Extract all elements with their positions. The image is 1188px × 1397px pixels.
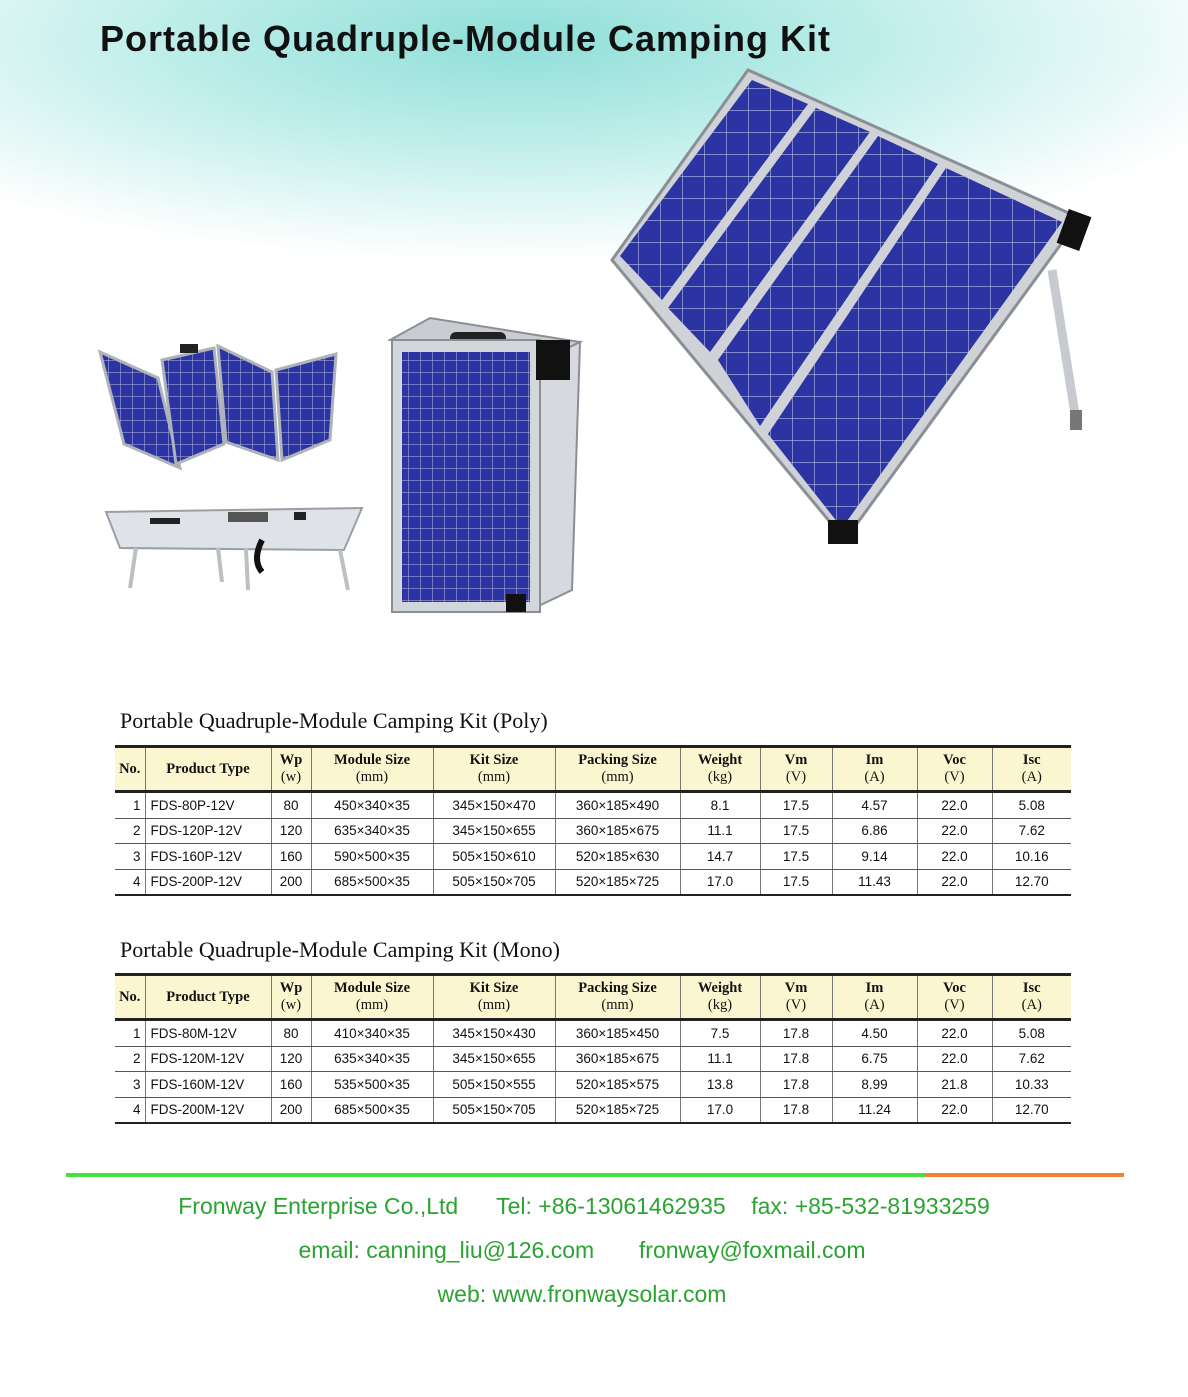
- column-header: [680, 975, 760, 1020]
- column-header: [555, 975, 680, 1020]
- table-cell: FDS-160M-12V: [145, 1072, 271, 1098]
- column-header-label: Packing Size: [578, 980, 657, 996]
- table-cell: 1: [115, 792, 145, 819]
- column-header-label: Vm: [784, 980, 808, 996]
- table-cell: 345×150×655: [433, 1046, 555, 1072]
- table-cell: FDS-160P-12V: [145, 844, 271, 870]
- column-header-unit: (mm): [601, 997, 634, 1013]
- column-header: [271, 975, 311, 1020]
- column-header-label: Weight: [697, 980, 743, 996]
- table-cell: 505×150×610: [433, 844, 555, 870]
- table-row: [115, 844, 1071, 870]
- table-cell: 22.0: [917, 792, 992, 819]
- column-header-unit: (A): [864, 769, 885, 785]
- column-header: [433, 747, 555, 792]
- table-cell: 4: [115, 869, 145, 895]
- table-cell: 12.70: [992, 1097, 1071, 1123]
- table-cell: 11.43: [832, 869, 917, 895]
- table-cell: 17.0: [680, 869, 760, 895]
- footer-website: web: www.fronwaysolar.com: [437, 1281, 727, 1307]
- table-cell: 17.0: [680, 1097, 760, 1123]
- column-header: [311, 747, 433, 792]
- table-cell: 6.75: [832, 1046, 917, 1072]
- table-cell: 22.0: [917, 869, 992, 895]
- table-cell: 14.7: [680, 844, 760, 870]
- column-header-label: Kit Size: [469, 752, 519, 768]
- table-cell: 7.5: [680, 1020, 760, 1047]
- table-cell: 160: [271, 844, 311, 870]
- column-header: [992, 747, 1071, 792]
- table-cell: 450×340×35: [311, 792, 433, 819]
- table-cell: 80: [271, 1020, 311, 1047]
- table-cell: 12.70: [992, 869, 1071, 895]
- column-header-label: Isc: [1022, 752, 1041, 768]
- table-row: [115, 869, 1071, 895]
- table-cell: 2: [115, 818, 145, 844]
- table-cell: 7.62: [992, 818, 1071, 844]
- mono-header-row: [115, 975, 1071, 1020]
- table-cell: 11.24: [832, 1097, 917, 1123]
- column-header-label: Wp: [279, 980, 303, 996]
- table-cell: 22.0: [917, 1097, 992, 1123]
- column-header-unit: (A): [1021, 997, 1042, 1013]
- table-cell: 160: [271, 1072, 311, 1098]
- table-cell: 17.8: [760, 1046, 832, 1072]
- folded-open-kit-image: [100, 344, 336, 468]
- table-cell: 635×340×35: [311, 1046, 433, 1072]
- column-header: [115, 975, 145, 1020]
- table-cell: 17.5: [760, 818, 832, 844]
- column-header-label: Wp: [279, 752, 303, 768]
- poly-table-body: [115, 792, 1071, 896]
- column-header-label: Vm: [784, 752, 808, 768]
- table-row: [115, 1020, 1071, 1047]
- table-cell: 11.1: [680, 818, 760, 844]
- table-row: [115, 1046, 1071, 1072]
- table-cell: 17.8: [760, 1020, 832, 1047]
- column-header-unit: (kg): [707, 997, 733, 1013]
- column-header: [760, 747, 832, 792]
- table-cell: 520×185×725: [555, 869, 680, 895]
- footer-divider-green: [66, 1173, 926, 1177]
- table-cell: 17.5: [760, 844, 832, 870]
- table-cell: 17.8: [760, 1097, 832, 1123]
- poly-table-caption: Portable Quadruple-Module Camping Kit (Poly): [120, 708, 548, 733]
- table-cell: 345×150×430: [433, 1020, 555, 1047]
- table-cell: 685×500×35: [311, 869, 433, 895]
- column-header: [992, 975, 1071, 1020]
- table-cell: 22.0: [917, 1020, 992, 1047]
- table-cell: 9.14: [832, 844, 917, 870]
- table-cell: 345×150×655: [433, 818, 555, 844]
- table-cell: 8.99: [832, 1072, 917, 1098]
- table-cell: 1: [115, 1020, 145, 1047]
- table-cell: 505×150×705: [433, 1097, 555, 1123]
- column-header-label: Module Size: [333, 752, 411, 768]
- column-header-label: Product Type: [166, 760, 250, 777]
- column-header: [115, 747, 145, 792]
- table-cell: 7.62: [992, 1046, 1071, 1072]
- column-header: [832, 975, 917, 1020]
- table-cell: 5.08: [992, 1020, 1071, 1047]
- table-cell: 17.8: [760, 1072, 832, 1098]
- column-header: [311, 975, 433, 1020]
- column-header-unit: (V): [785, 769, 807, 785]
- table-cell: 4.57: [832, 792, 917, 819]
- column-header: [917, 975, 992, 1020]
- column-header-label: Module Size: [333, 980, 411, 996]
- table-row: [115, 818, 1071, 844]
- column-header: [680, 747, 760, 792]
- table-cell: FDS-120P-12V: [145, 818, 271, 844]
- table-cell: 8.1: [680, 792, 760, 819]
- table-cell: 80: [271, 792, 311, 819]
- table-cell: FDS-80P-12V: [145, 792, 271, 819]
- column-header-unit: (A): [864, 997, 885, 1013]
- column-header: [760, 975, 832, 1020]
- column-header-label: No.: [119, 988, 141, 1005]
- table-cell: 410×340×35: [311, 1020, 433, 1047]
- column-header-label: Im: [865, 752, 884, 768]
- table-row: [115, 1072, 1071, 1098]
- table-cell: 505×150×555: [433, 1072, 555, 1098]
- table-cell: 4.50: [832, 1020, 917, 1047]
- table-cell: 2: [115, 1046, 145, 1072]
- column-header-unit: (mm): [477, 769, 511, 785]
- table-cell: 200: [271, 1097, 311, 1123]
- table-cell: 120: [271, 818, 311, 844]
- column-header-label: Weight: [697, 752, 743, 768]
- column-header-unit: (V): [944, 997, 965, 1013]
- table-cell: 590×500×35: [311, 844, 433, 870]
- poly-spec-table: [115, 745, 1071, 896]
- column-header-unit: (w): [280, 769, 302, 785]
- column-header: [145, 747, 271, 792]
- column-header-label: Im: [865, 980, 884, 996]
- table-cell: FDS-200P-12V: [145, 869, 271, 895]
- column-header: [145, 975, 271, 1020]
- table-cell: 11.1: [680, 1046, 760, 1072]
- table-cell: 120: [271, 1046, 311, 1072]
- table-cell: 22.0: [917, 818, 992, 844]
- column-header: [917, 747, 992, 792]
- column-header-unit: (mm): [355, 769, 389, 785]
- column-header-label: Voc: [943, 752, 966, 768]
- poly-header-row: [115, 747, 1071, 792]
- column-header-label: Kit Size: [469, 980, 519, 996]
- table-cell: 520×185×575: [555, 1072, 680, 1098]
- table-cell: 3: [115, 844, 145, 870]
- table-row: [115, 792, 1071, 819]
- folded-suitcase-image: [390, 318, 580, 612]
- table-cell: 685×500×35: [311, 1097, 433, 1123]
- product-photos: [0, 60, 1188, 660]
- mono-table-body: [115, 1020, 1071, 1124]
- table-cell: 10.33: [992, 1072, 1071, 1098]
- table-cell: 21.8: [917, 1072, 992, 1098]
- footer-emails: email: canning_liu@126.com fronway@foxmail.com: [298, 1237, 866, 1263]
- column-header: [832, 747, 917, 792]
- column-header: [433, 975, 555, 1020]
- column-header-label: Isc: [1022, 980, 1041, 996]
- column-header-label: Voc: [943, 980, 966, 996]
- table-cell: 5.08: [992, 792, 1071, 819]
- table-cell: 360×185×450: [555, 1020, 680, 1047]
- table-cell: 4: [115, 1097, 145, 1123]
- table-cell: 360×185×675: [555, 1046, 680, 1072]
- table-cell: 505×150×705: [433, 869, 555, 895]
- table-cell: FDS-200M-12V: [145, 1097, 271, 1123]
- table-cell: FDS-80M-12V: [145, 1020, 271, 1047]
- column-header-unit: (V): [944, 769, 965, 785]
- table-row: [115, 1097, 1071, 1123]
- column-header-label: Product Type: [166, 988, 250, 1005]
- mono-spec-table: [115, 973, 1071, 1124]
- table-cell: 635×340×35: [311, 818, 433, 844]
- footer-company-contact: Fronway Enterprise Co.,Ltd Tel: +86-13061462935 fax: +85-532-81933259: [178, 1193, 990, 1219]
- column-header-label: No.: [119, 760, 141, 777]
- table-cell: 17.5: [760, 792, 832, 819]
- footer-divider-orange: [926, 1173, 1124, 1177]
- mono-table-caption: Portable Quadruple-Module Camping Kit (Mono): [120, 937, 560, 962]
- table-cell: 22.0: [917, 1046, 992, 1072]
- table-cell: 535×500×35: [311, 1072, 433, 1098]
- page-title: Portable Quadruple-Module Camping Kit: [100, 18, 832, 59]
- table-cell: 520×185×630: [555, 844, 680, 870]
- column-header: [271, 747, 311, 792]
- table-cell: 200: [271, 869, 311, 895]
- column-header-unit: (V): [785, 997, 807, 1013]
- column-header-unit: (mm): [477, 997, 511, 1013]
- table-cell: 345×150×470: [433, 792, 555, 819]
- column-header-unit: (mm): [601, 769, 634, 785]
- column-header-unit: (mm): [355, 997, 389, 1013]
- table-cell: 22.0: [917, 844, 992, 870]
- table-cell: FDS-120M-12V: [145, 1046, 271, 1072]
- table-cell: 17.5: [760, 869, 832, 895]
- table-cell: 3: [115, 1072, 145, 1098]
- column-header-unit: (w): [280, 997, 302, 1013]
- table-cell: 6.86: [832, 818, 917, 844]
- column-header: [555, 747, 680, 792]
- column-header-unit: (kg): [707, 769, 733, 785]
- table-cell: 360×185×675: [555, 818, 680, 844]
- table-cell: 10.16: [992, 844, 1071, 870]
- table-cell: 520×185×725: [555, 1097, 680, 1123]
- kit-back-on-legs-image: [106, 508, 362, 590]
- unfolded-kit-image: [612, 70, 1091, 544]
- table-cell: 13.8: [680, 1072, 760, 1098]
- column-header-label: Packing Size: [578, 752, 657, 768]
- table-cell: 360×185×490: [555, 792, 680, 819]
- column-header-unit: (A): [1021, 769, 1042, 785]
